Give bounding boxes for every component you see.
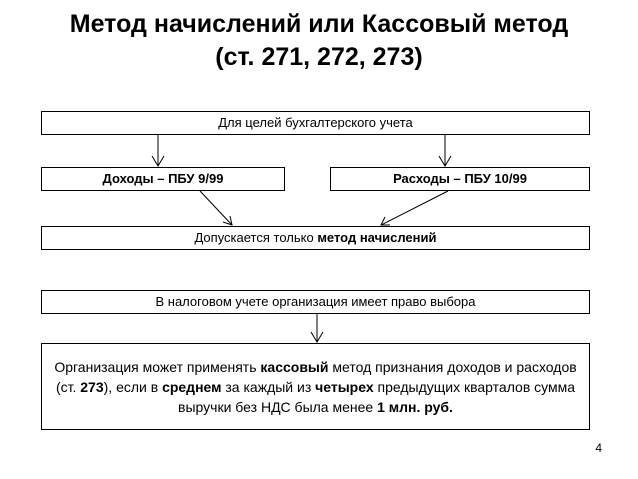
accrual-only-box — [41, 226, 590, 250]
title-line-1: Метод начислений или Кассовый метод — [69, 10, 569, 38]
arrowhead-accounting-to-expenses — [439, 156, 451, 166]
income-standard-box — [41, 167, 285, 191]
slide-title — [0, 8, 638, 74]
cash-method-condition-box — [41, 343, 590, 430]
accounting-purpose-text: Для целей бухгалтерского учета — [218, 115, 413, 130]
arrowhead-tax-to-condition — [311, 332, 323, 342]
arrowhead-income-to-accrual — [223, 216, 232, 225]
accrual-method-term: метод начислений — [317, 230, 437, 245]
arrowhead-expenses-to-accrual — [381, 217, 390, 225]
condition-text-part-4: за каждый из — [221, 378, 316, 395]
cash-method-condition-text — [50, 357, 581, 417]
condition-term-average: среднем — [162, 378, 222, 395]
page-number: 4 — [595, 441, 602, 455]
condition-text-part-1: Организация может применять — [54, 358, 261, 375]
expenses-standard-text: Расходы – ПБУ 10/99 — [393, 171, 527, 186]
accounting-purpose-box — [41, 111, 590, 135]
title-line-2: (ст. 271, 272, 273) — [215, 43, 423, 71]
arrowhead-accounting-to-income — [152, 156, 164, 166]
arrow-income-to-accrual — [200, 191, 232, 225]
condition-text-part-5: предыдущих кварталов сумма выручки без НДС была менее — [178, 378, 576, 415]
accrual-only-text — [194, 230, 436, 246]
accrual-only-prefix: Допускается только — [194, 230, 318, 245]
condition-text-part-2: метод признания доходов и расходов (ст. — [55, 358, 577, 395]
tax-choice-text: В налоговом учете организация имеет право выбора — [155, 294, 476, 309]
expenses-standard-box — [330, 167, 590, 191]
arrow-expenses-to-accrual — [381, 191, 448, 225]
income-standard-text: Доходы – ПБУ 9/99 — [102, 171, 224, 186]
condition-text-part-3: ), если в — [103, 378, 163, 395]
condition-term-article: 273 — [80, 378, 104, 395]
condition-term-amount: 1 млн. руб. — [377, 398, 453, 415]
condition-term-cash: кассовый — [260, 358, 329, 375]
condition-term-four: четырех — [315, 378, 374, 395]
tax-choice-box — [41, 290, 590, 314]
